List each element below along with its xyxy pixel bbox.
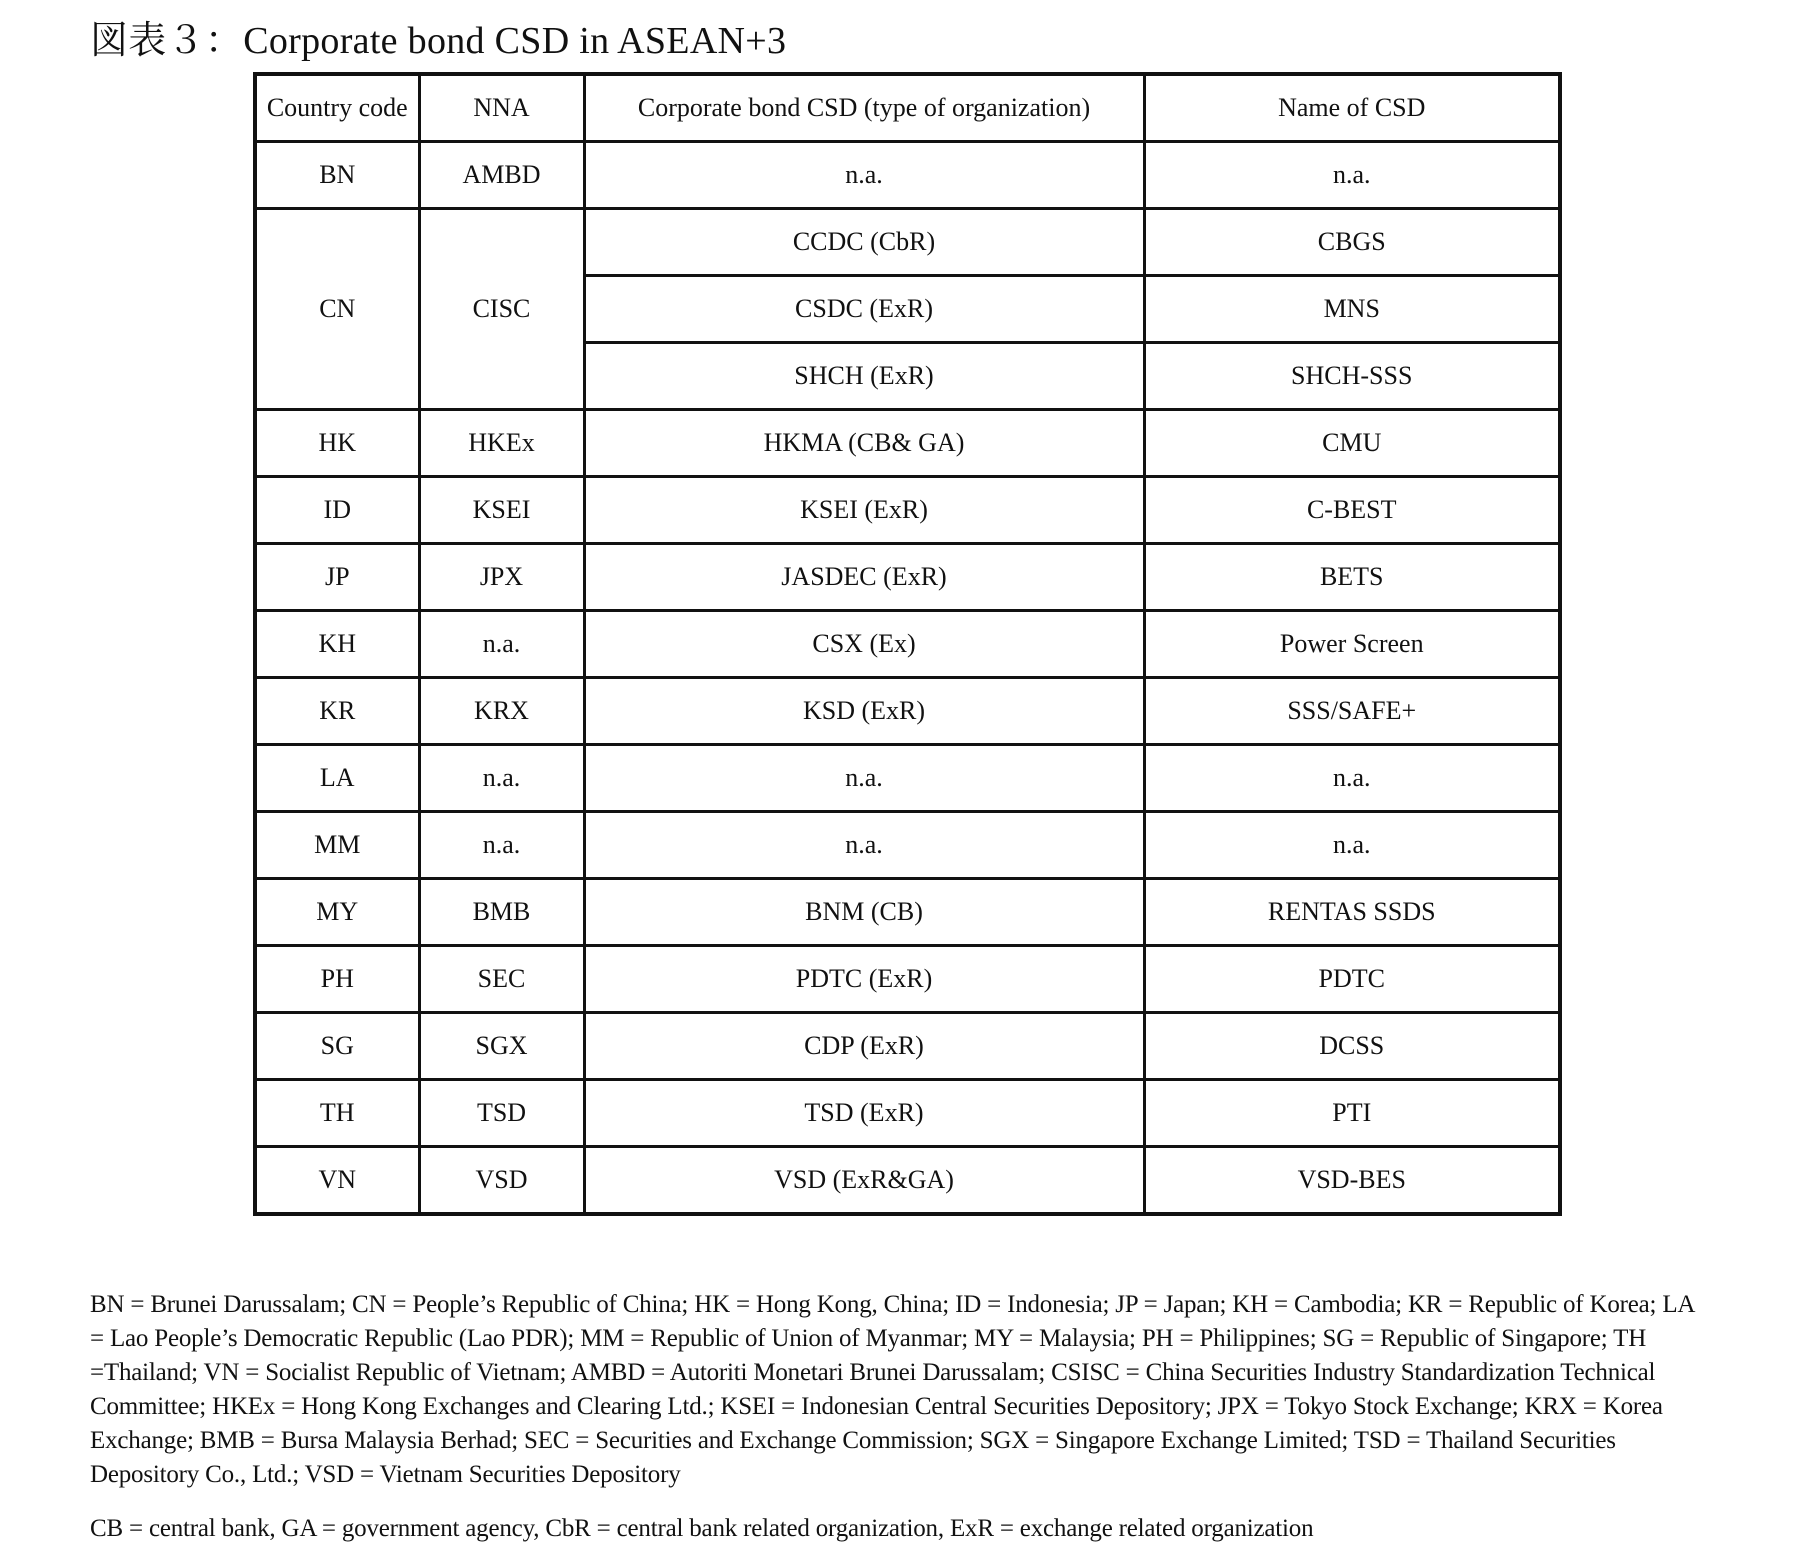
table-row [255,879,1560,946]
country-code-cell: VN [255,1147,419,1215]
table-row [255,678,1560,745]
nna-cell: SGX [419,1013,584,1080]
table-row [255,142,1560,209]
header-nna: NNA [419,74,584,142]
nna-cell: CISC [419,209,584,410]
nna-cell: AMBD [419,142,584,209]
csd-type-cell: CDP (ExR) [584,1013,1144,1080]
csd-name-cell: C-BEST [1144,477,1560,544]
table-header [255,74,1560,142]
header-country-code: Country code [255,74,419,142]
csd-name-cell: Power Screen [1144,611,1560,678]
table-row [255,611,1560,678]
country-code-cell: ID [255,477,419,544]
table-row [255,1013,1560,1080]
csd-name-cell: PDTC [1144,946,1560,1013]
table-row [255,1147,1560,1215]
csd-name-cell: CMU [1144,410,1560,477]
nna-cell: TSD [419,1080,584,1147]
nna-cell: SEC [419,946,584,1013]
header-row [255,74,1560,142]
header-csd-type: Corporate bond CSD (type of organization) [584,74,1144,142]
csd-name-cell: PTI [1144,1080,1560,1147]
table-row [255,1080,1560,1147]
nna-cell: KSEI [419,477,584,544]
country-code-cell: MY [255,879,419,946]
abbreviations-note: BN = Brunei Darussalam; CN = People’s Republic of China; HK = Hong Kong, China; ID = Indonesia; JP = Japan; KH = Cambodia; KR = Republic of Korea; LA = Lao People’s Democratic Republic (Lao PDR); MM = Republic of Union of Myanmar; MY = Malaysia; PH = Philippines; SG = Republic of Singapore; TH =Thailand; VN = Socialist Republic of Vietnam; AMBD = Autoriti Monetari Brunei Darussalam; CSISC = China Securities Industry Standardization Technical Committee; HKEx = Hong Kong Exchanges and Clearing Ltd.; KSEI = Indonesian Central Securities Depository; JPX = Tokyo Stock Exchange; KRX = Korea Exchange; BMB = Bursa Malaysia Berhad; SEC = Securities and Exchange Commission; SGX = Singapore Exchange Limited; TSD = Thailand Securities Depository Co., Ltd.; VSD = Vietnam Securities Depository [90,1291,1694,1488]
table-row [255,544,1560,611]
table-body [255,142,1560,1215]
csd-type-cell: VSD (ExR&GA) [584,1147,1144,1215]
csd-name-cell: SSS/SAFE+ [1144,678,1560,745]
csd-name-cell: CBGS [1144,209,1560,276]
csd-type-cell: BNM (CB) [584,879,1144,946]
nna-cell: n.a. [419,745,584,812]
country-code-cell: BN [255,142,419,209]
country-code-cell: TH [255,1080,419,1147]
table-row [255,477,1560,544]
nna-cell: n.a. [419,611,584,678]
figure-title: 図表３：Corporate bond CSD in ASEAN+3 [90,20,787,62]
csd-type-cell: JASDEC (ExR) [584,544,1144,611]
nna-cell: HKEx [419,410,584,477]
csd-name-cell: n.a. [1144,745,1560,812]
csd-type-cell: n.a. [584,745,1144,812]
nna-cell: KRX [419,678,584,745]
table-notes [90,1288,1705,1546]
nna-cell: JPX [419,544,584,611]
csd-type-cell: HKMA (CB& GA) [584,410,1144,477]
table-row [255,410,1560,477]
country-code-cell: LA [255,745,419,812]
csd-name-cell: DCSS [1144,1013,1560,1080]
nna-cell: BMB [419,879,584,946]
country-code-cell: MM [255,812,419,879]
csd-table [253,72,1562,1216]
csd-type-cell: PDTC (ExR) [584,946,1144,1013]
csd-type-cell: TSD (ExR) [584,1080,1144,1147]
country-code-cell: PH [255,946,419,1013]
country-code-cell: CN [255,209,419,410]
country-code-cell: SG [255,1013,419,1080]
nna-cell: n.a. [419,812,584,879]
country-code-cell: KH [255,611,419,678]
csd-type-cell: n.a. [584,142,1144,209]
csd-name-cell: RENTAS SSDS [1144,879,1560,946]
organization-types-note: CB = central bank, GA = government agency, CbR = central bank related organization, ExR = exchange related organization [90,1515,1314,1542]
csd-type-cell: CSDC (ExR) [584,276,1144,343]
csd-name-cell: n.a. [1144,812,1560,879]
csd-type-cell: KSEI (ExR) [584,477,1144,544]
csd-type-cell: SHCH (ExR) [584,343,1144,410]
table-row [255,946,1560,1013]
csd-type-cell: CCDC (CbR) [584,209,1144,276]
table-row [255,812,1560,879]
nna-cell: VSD [419,1147,584,1215]
csd-type-cell: CSX (Ex) [584,611,1144,678]
csd-name-cell: SHCH-SSS [1144,343,1560,410]
table-row [255,745,1560,812]
country-code-cell: HK [255,410,419,477]
header-csd-name: Name of CSD [1144,74,1560,142]
csd-name-cell: BETS [1144,544,1560,611]
csd-type-cell: KSD (ExR) [584,678,1144,745]
csd-type-cell: n.a. [584,812,1144,879]
csd-name-cell: MNS [1144,276,1560,343]
csd-name-cell: n.a. [1144,142,1560,209]
table-row [255,209,1560,276]
csd-name-cell: VSD-BES [1144,1147,1560,1215]
country-code-cell: KR [255,678,419,745]
country-code-cell: JP [255,544,419,611]
